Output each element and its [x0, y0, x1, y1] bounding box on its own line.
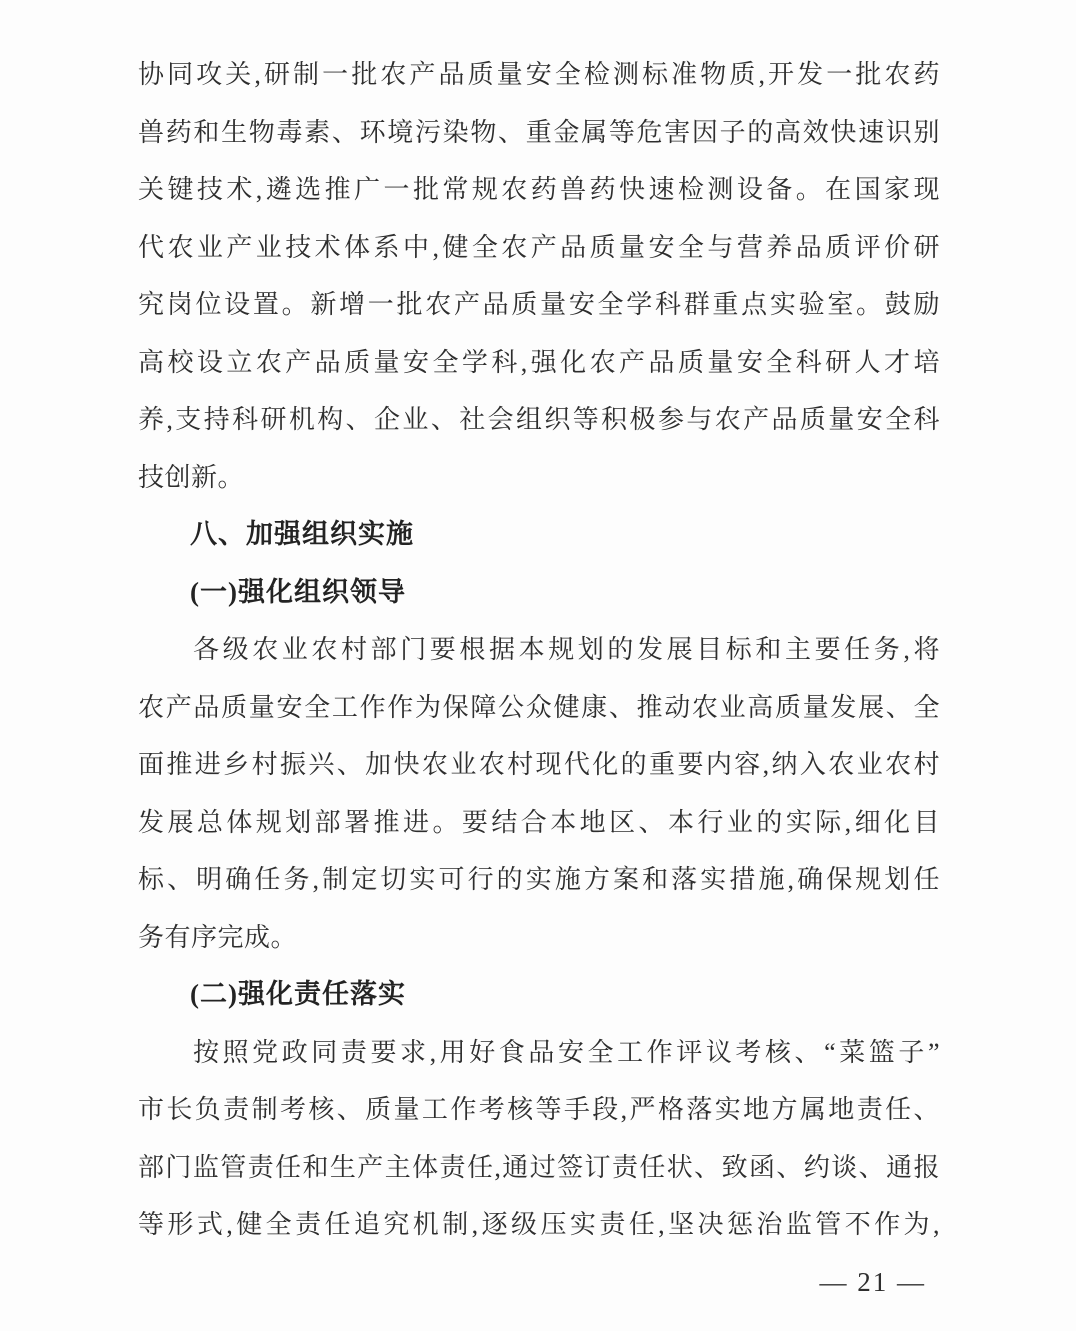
text-line: 各级农业农村部门要根据本规划的发展目标和主要任务,将	[193, 635, 940, 664]
text-line: 高校设立农产品质量安全学科,强化农产品质量安全科研人才培	[138, 347, 940, 377]
text-line: 部门监管责任和生产主体责任,通过签订责任状、致函、约谈、通报	[138, 1152, 940, 1182]
text-line: 等形式,健全责任追究机制,逐级压实责任,坚决惩治监管不作为,	[138, 1210, 940, 1239]
text-line: 兽药和生物毒素、环境污染物、重金属等危害因子的高效快速识别	[138, 117, 940, 147]
text-line: 代农业产业技术体系中,健全农产品质量安全与营养品质评价研	[138, 232, 940, 262]
page-number: — 21 —	[819, 1266, 926, 1297]
text-line: 协同攻关,研制一批农产品质量安全检测标准物质,开发一批农药	[138, 60, 940, 89]
text-line: 市长负责制考核、质量工作考核等手段,严格落实地方属地责任、	[138, 1095, 940, 1124]
section-heading: 八、加强组织实施	[190, 519, 414, 549]
text-line: 养,支持科研机构、企业、社会组织等积极参与农产品质量安全科	[138, 405, 940, 434]
subsection-heading-2: (二)强化责任落实	[190, 979, 406, 1009]
text-line: 务有序完成。	[138, 922, 298, 952]
text-line: 关键技术,遴选推广一批常规农药兽药快速检测设备。在国家现	[138, 175, 940, 204]
text-line: 按照党政同责要求,用好食品安全工作评议考核、“菜篮子”	[193, 1037, 940, 1067]
text-line: 面推进乡村振兴、加快农业农村现代化的重要内容,纳入农业农村	[138, 750, 940, 779]
text-line: 究岗位设置。新增一批农产品质量安全学科群重点实验室。鼓励	[138, 290, 940, 319]
text-line: 标、明确任务,制定切实可行的实施方案和落实措施,确保规划任	[138, 865, 940, 894]
text-line: 农产品质量安全工作作为保障公众健康、推动农业高质量发展、全	[138, 692, 940, 722]
subsection-heading-1: (一)强化组织领导	[190, 576, 406, 607]
text-line: 发展总体规划部署推进。要结合本地区、本行业的实际,细化目	[138, 807, 940, 837]
text-line: 技创新。	[138, 462, 245, 492]
